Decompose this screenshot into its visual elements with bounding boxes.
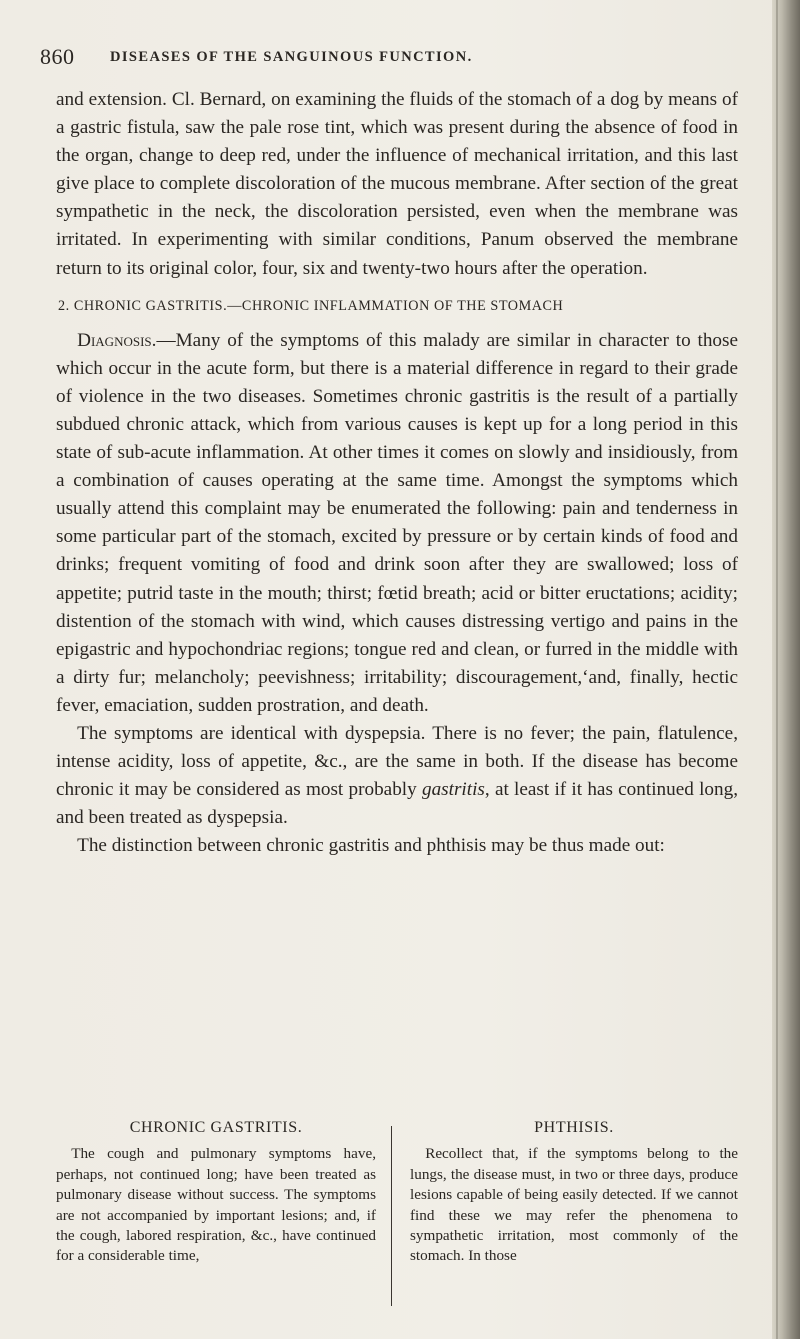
page-number: 860 [40,44,75,69]
paragraph-dyspepsia [56,720,738,832]
column-text-phthisis: Recollect that, if the symptoms belong to the lungs, the disease must, in two or three days, produce lesions capable of being easily detected. If we cannot find these we may refer the phenomena to sympathetic irritation, most commonly of the stomach. In those [410,1145,738,1265]
page-header [40,44,760,72]
diagnosis-label: Diagnosis. [77,329,157,351]
dyspepsia-text-end: , at least if it has continued long, and been treated as dyspepsia. [56,779,738,829]
column-heading-phthisis: PHTHISIS. [534,1119,614,1136]
column-chronic-gastritis [56,1118,376,1267]
comparison-columns [56,1118,746,1308]
column-heading-gastritis: CHRONIC GASTRITIS. [129,1119,303,1136]
column-text-gastritis: The cough and pulmonary symptoms have, perhaps, not continued long; have been treated as pulmonary disease without success. The symptoms are not accompanied by important lesions; and, if the cough, labored respiration, &c., have continued for a considerable time, [56,1145,376,1265]
diagnosis-text: —Many of the symptoms of this malady are similar in character to those which occur in the acute form, but there is a material difference in regard to their grade of violence in the two diseases. Sometimes chronic gastritis is the result of a partially subdued chronic attack, which from various causes is kept up for a long period in this state of sub-acute inflammation. At other times it comes on slowly and insidiously, from a combination of causes operating at the same time. Amongst the symptoms which usually attend this complaint may be enumerated the following: pain and tenderness in some particular part of the stomach, excited by pressure or by certain kinds of food and drinks; frequent vomiting of food and drink soon after they are swallowed; loss of appetite; putrid taste in the mouth; thirst; fœtid breath; acid or bitter eructations; acidity; distention of the stomach with wind, which causes distressing vertigo and pains in the epigastric and hypochondriac regions; tongue red and clean, or furred in the middle with a dirty fur; melancholy; peevishness; irritability; discouragement,‘and, finally, hectic fever, emaciation, sudden prostration, and death. [56,329,738,716]
book-spine-edge [772,0,800,1339]
dyspepsia-text-start: The symptoms are identical with dyspepsia. There is no fever; the pain, flatulence, intense acidity, loss of appetite, &c., are the same in both. If the disease has become chronic it may be considered as most probably [56,722,738,801]
column-divider [391,1126,392,1306]
section-heading: 2. CHRONIC GASTRITIS.—CHRONIC INFLAMMATION OF THE STOMACH [58,297,564,314]
paragraph-distinction: The distinction between chronic gastritis and phthisis may be thus made out: [77,835,665,857]
gastritis-italic: gastritis [421,779,485,801]
paragraph-diagnosis [56,327,738,720]
column-phthisis [410,1118,738,1267]
paragraph-continuation: and extension. Cl. Bernard, on examining the fluids of the stomach of a dog by means of a gastric fistula, saw the pale rose tint, which was present during the absence of food in the organ, change to deep red, under the influence of mechanical irritation, and this last give place to complete discoloration of the mucous membrane. After section of the great sympathetic in the neck, the discoloration persisted, even when the membrane was irritated. In experimenting with similar conditions, Panum observed the membrane return to its original color, four, six and twenty-two hours after the operation. [56,89,738,279]
running-title: DISEASES OF THE SANGUINOUS FUNCTION. [110,49,473,65]
main-text [56,86,738,860]
